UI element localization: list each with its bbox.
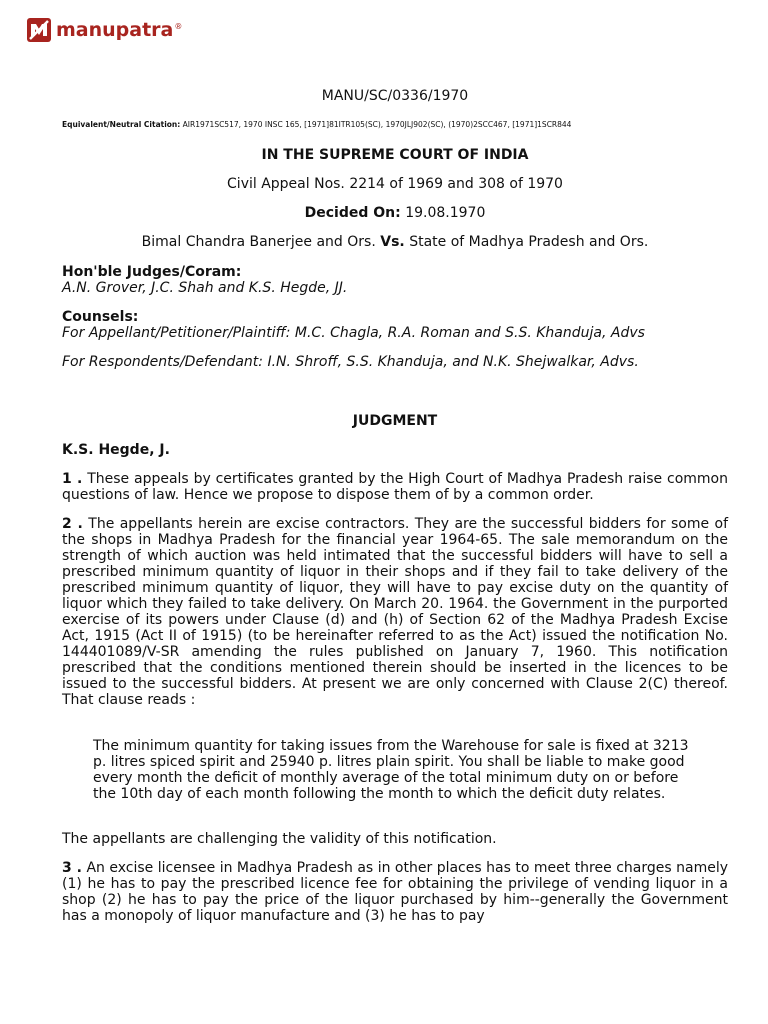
decided-date: 19.08.1970 <box>405 205 486 221</box>
paragraph-2-number: 2 . <box>62 516 83 532</box>
judgment-author: K.S. Hegde, J. <box>62 442 170 458</box>
court-name: IN THE SUPREME COURT OF INDIA <box>261 147 529 163</box>
paragraph-3 <box>62 860 728 924</box>
paragraph-3-text: An excise licensee in Madhya Pradesh as in other places has to meet three charges namely (1) he has to pay the prescribed licence fee for obtaining the privilege of vending liquor in a shop (2) he has to pay the price of the liquor purchased by him--generally the Government has a monopoly of liquor manufacture and (3) he has to pay <box>62 860 729 924</box>
judges-names: A.N. Grover, J.C. Shah and K.S. Hegde, JJ. <box>62 280 348 296</box>
manupatra-logo-icon <box>26 17 52 43</box>
parties <box>62 234 728 250</box>
paragraph-2 <box>62 516 728 708</box>
judges-label: Hon'ble Judges/Coram: <box>62 264 242 280</box>
decided-label: Decided On: <box>304 205 401 221</box>
counsels-label: Counsels: <box>62 309 139 325</box>
party-respondent: State of Madhya Pradesh and Ors. <box>409 234 649 250</box>
paragraph-1-text: These appeals by certificates granted by the High Court of Madhya Pradesh raise common questions of law. Hence we propose to dispose them of by a common order. <box>62 471 728 503</box>
paragraph-1 <box>62 471 728 503</box>
quoted-clause: The minimum quantity for taking issues from the Warehouse for sale is fixed at 3213 p. litres spiced spirit and 25940 p. litres plain spirit. You shall be liable to make good every month the deficit of monthly average of the total minimum duty on or before the 10th day of each month following the month to which the deficit duty relates. <box>93 738 689 802</box>
decided-on <box>62 205 728 221</box>
citation-label: Equivalent/Neutral Citation: <box>62 120 181 129</box>
counsel-respondent: For Respondents/Defendant: I.N. Shroff, S.S. Khanduja, and N.K. Shejwalkar, Advs. <box>62 354 639 370</box>
manu-id: MANU/SC/0336/1970 <box>321 88 469 104</box>
citation <box>62 120 728 130</box>
paragraph-2-text: The appellants herein are excise contractors. They are the successful bidders for some of the shops in Madhya Pradesh for the financial year 1964-65. The sale memorandum on the strength of which auction was held intimated that the successful bidders will have to sell a prescribed minimum quantity of liquor in their shops and if they fail to take delivery of the prescribed minimum quantity of liquor, they will have to pay excise duty on the quantity of liquor which they failed to take delivery. On March 20. 1964. the Government in the purported exercise of its powers under Clause (d) and (h) of Section 62 of the Madhya Pradesh Excise Act, 1915 (Act II of 1915) (to be hereinafter referred to as the Act) issued the notification No. 144401089/V-SR amending the rules published on January 7, 1960. This notification prescribed that the conditions mentioned therein should be inserted in the licences to be issued to the successful bidders. At present we are only concerned with Clause 2(C) thereof. That clause reads : <box>62 516 728 708</box>
brand-name: manupatra <box>56 19 174 41</box>
after-quote-text: The appellants are challenging the validity of this notification. <box>62 831 497 847</box>
manupatra-logo <box>26 17 182 43</box>
paragraph-3-number: 3 . <box>62 860 82 876</box>
party-appellant: Bimal Chandra Banerjee and Ors. <box>141 234 376 250</box>
brand-registered-mark: ® <box>174 21 183 31</box>
versus: Vs. <box>380 234 405 250</box>
citation-value: AIR1971SC517, 1970 INSC 165, [1971]81ITR105(SC), 1970JLJ902(SC), (1970)2SCC467, [1971]1SCR844 <box>182 120 572 129</box>
judgment-heading: JUDGMENT <box>352 413 438 429</box>
case-number: Civil Appeal Nos. 2214 of 1969 and 308 of 1970 <box>227 176 563 192</box>
paragraph-1-number: 1 . <box>62 471 83 487</box>
counsel-appellant: For Appellant/Petitioner/Plaintiff: M.C. Chagla, R.A. Roman and S.S. Khanduja, Advs <box>62 325 645 341</box>
